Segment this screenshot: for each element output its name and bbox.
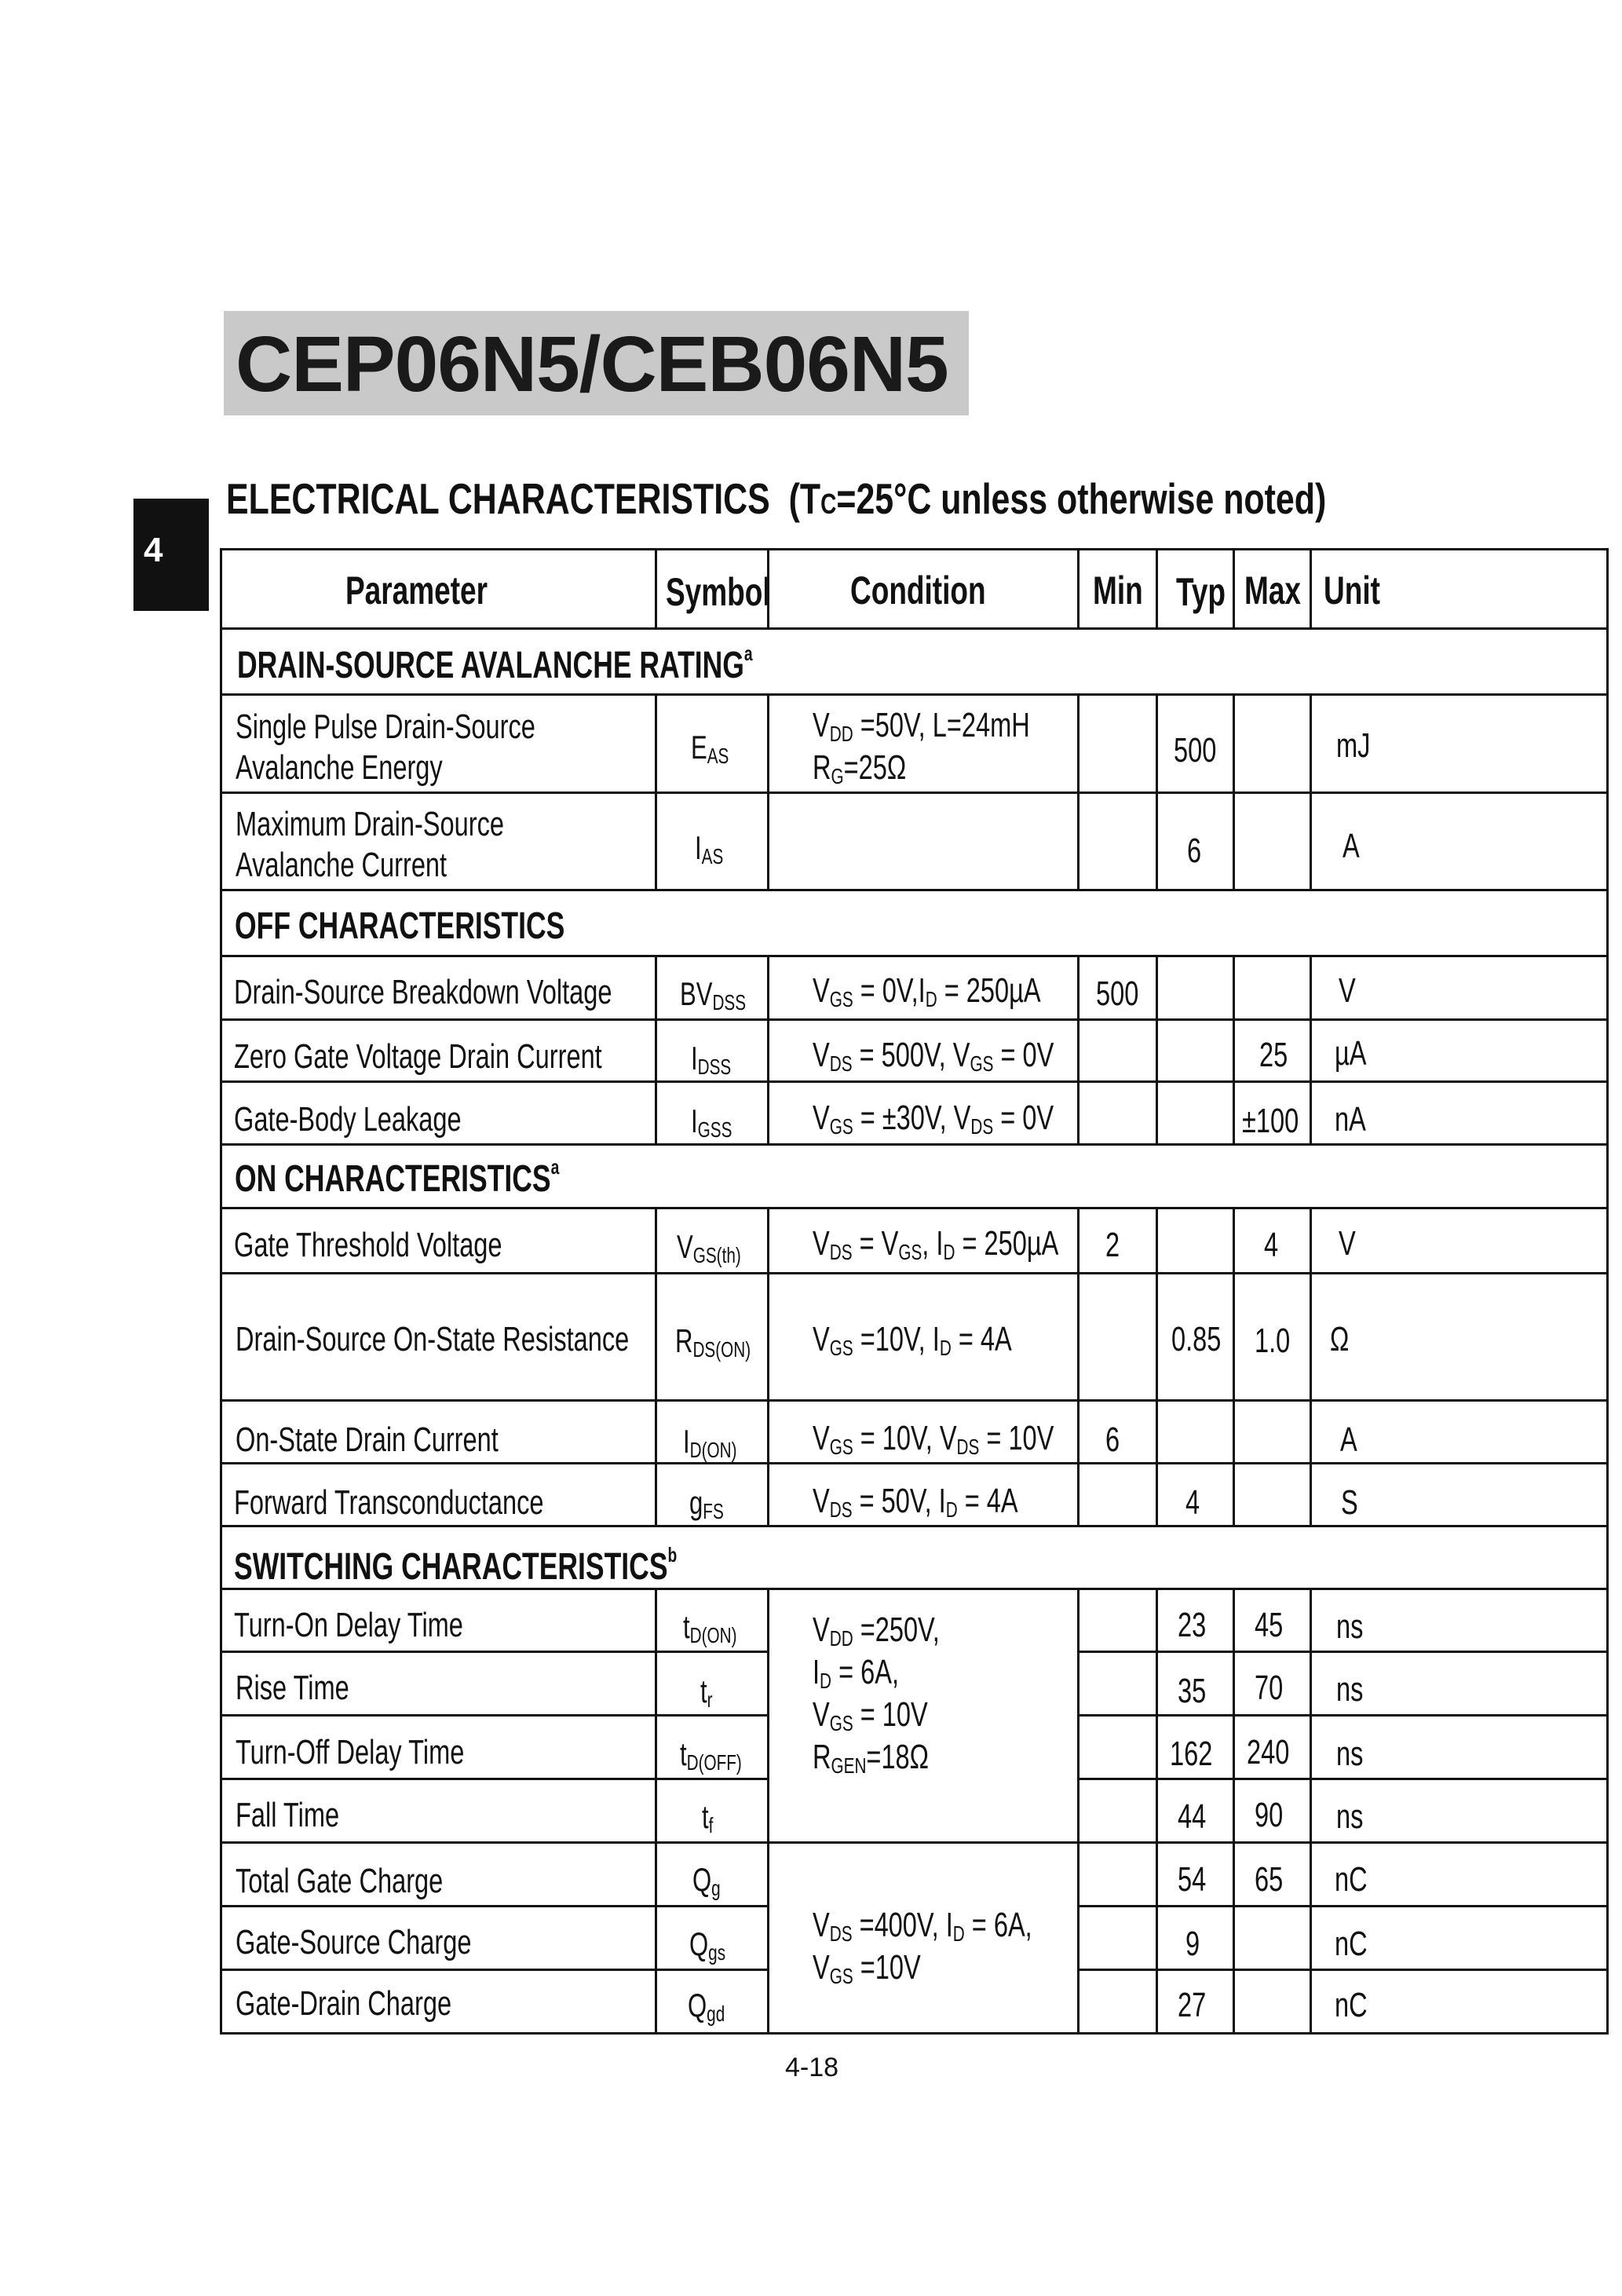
header-min: Min [1093,569,1143,612]
rdson-symbol: $R_{DS(ON)}$ [675,1322,751,1362]
switching-condition-line2: $I_D = 6A$, [813,1653,900,1693]
section-heading-note-sub: C [820,488,837,520]
idon-min: 6 [1105,1420,1120,1459]
footnote-marker: a [743,642,753,665]
table-column-rule [1310,1207,1312,1527]
tdon-symbol: $t_{D(ON)}$ [683,1608,737,1647]
table-column-rule [1077,693,1080,891]
table-rule [220,792,1609,794]
table-rule [220,1143,1609,1146]
table-rule [220,1272,1609,1274]
qgs-symbol: $Q_{gs}$ [689,1925,726,1965]
vgsth-condition: $V_{DS} = V_{GS}$, $I_D = 250\mu A$ [813,1224,1059,1264]
document-title: CEP06N5/CEB06N5 [236,320,948,408]
table-column-rule [1233,1588,1235,2035]
tdon-typ: 23 [1178,1606,1207,1644]
group-on [235,1156,559,1208]
table-column-rule [1233,955,1235,1146]
group-off [235,903,564,950]
page-number: 4-18 [785,2053,839,2082]
table-column-rule [1310,1588,1312,2035]
group-label: OFF CHARACTERISTICS [235,905,565,947]
chapter-tab-number: 4 [144,531,163,569]
table-rule [220,955,1609,957]
header-typ: Typ [1176,570,1226,614]
ias-unit: A [1343,827,1360,865]
table-column-rule [1156,693,1158,891]
table-column-rule [655,548,657,629]
eas-parameter-line1: Single Pulse Drain-Source [236,707,535,746]
table-rule [220,1841,1609,1844]
table-column-rule [767,693,769,891]
table-border-right [1606,548,1609,2035]
charge-condition-line2: $V_{GS} =10V$ [813,1948,921,1988]
table-column-rule [1077,1588,1080,2035]
qgs-typ: 9 [1185,1925,1200,1963]
header-symbol: Symbol [666,570,771,614]
table-column-rule [767,1207,769,1527]
tf-typ: 44 [1178,1797,1207,1836]
table-border-top [220,548,1609,550]
qgs-unit: nC [1335,1925,1368,1963]
table-column-rule [1310,955,1312,1146]
qgd-symbol: $Q_{gd}$ [688,1987,725,2026]
bvdss-parameter: Drain-Source Breakdown Voltage [234,973,612,1011]
vgsth-min: 2 [1105,1226,1120,1264]
qgd-parameter: Gate-Drain Charge [236,1984,452,2023]
tf-symbol: $t_f$ [702,1798,714,1837]
switching-condition-line3: $V_{GS} = 10V$ [813,1695,928,1735]
idon-symbol: $I_{D(ON)}$ [683,1423,737,1462]
header-parameter: Parameter [345,569,488,612]
rdson-condition: $V_{GS} =10V$, $I_D = 4A$ [813,1320,1012,1360]
qg-symbol: $Q_g$ [692,1861,721,1900]
footnote-marker: b [667,1543,678,1567]
switching-condition-line4: $R_{GEN}=18\Omega$ [813,1738,929,1778]
ias-parameter-line1: Maximum Drain-Source [236,805,504,843]
qg-parameter: Total Gate Charge [236,1862,444,1900]
idon-parameter: On-State Drain Current [236,1420,499,1459]
igss-unit: nA [1335,1100,1366,1139]
table-column-rule [1233,693,1235,891]
section-heading-note-prefix: (T [788,474,821,523]
rdson-parameter: Drain-Source On-State Resistance [236,1320,630,1358]
idon-unit: A [1340,1420,1357,1459]
table-rule [220,1018,1609,1021]
tdoff-max: 240 [1247,1733,1290,1771]
igss-symbol: $I_{GSS}$ [691,1102,732,1142]
eas-unit: mJ [1336,726,1371,765]
eas-symbol: $E_{AS}$ [691,729,729,768]
vgsth-max: 4 [1264,1226,1279,1264]
group-label: ON CHARACTERISTICS [235,1158,551,1200]
table-column-rule [1077,548,1080,629]
group-label: DRAIN-SOURCE AVALANCHE RATING [237,645,744,686]
footnote-marker: a [550,1155,560,1179]
table-column-rule [1156,1207,1158,1527]
table-column-rule [655,1588,657,2035]
table-column-rule [1233,548,1235,629]
igss-condition: $V_{GS} = \pm 30V$, $V_{DS} = 0V$ [813,1099,1054,1139]
vgsth-unit: V [1339,1224,1356,1263]
table-column-rule [655,1207,657,1527]
idss-max: 25 [1259,1036,1288,1074]
gfs-unit: S [1341,1483,1358,1522]
bvdss-symbol: $BV_{DSS}$ [680,975,747,1015]
idss-parameter: Zero Gate Voltage Drain Current [234,1037,602,1076]
rdson-max: 1.0 [1255,1322,1291,1360]
table-rule [220,889,1609,891]
bvdss-condition: $V_{GS} = 0V,I_D = 250\mu A$ [813,971,1041,1011]
table-column-rule [767,955,769,1146]
idon-condition: $V_{GS} = 10V$, $V_{DS} = 10V$ [813,1419,1054,1459]
group-switching [234,1544,677,1596]
tdoff-typ: 162 [1170,1735,1213,1773]
table-column-rule [1310,548,1312,629]
tdon-max: 45 [1255,1606,1284,1644]
table-column-rule [1233,1207,1235,1527]
gfs-typ: 4 [1185,1483,1200,1522]
group-avalanche [237,642,753,694]
table-border-bottom [220,2032,1609,2035]
rdson-typ: 0.85 [1171,1320,1222,1358]
gfs-symbol: $g_{FS}$ [689,1484,724,1523]
qgs-parameter: Gate-Source Charge [236,1923,472,1961]
header-unit: Unit [1324,569,1380,612]
eas-typ: 500 [1174,731,1217,770]
tr-symbol: $t_r$ [700,1673,713,1712]
table-rule [220,1905,767,1907]
bvdss-min: 500 [1096,974,1139,1013]
header-max: Max [1244,569,1301,612]
ias-symbol: $I_{AS}$ [695,829,724,868]
tf-max: 90 [1255,1796,1284,1834]
idss-symbol: $I_{DSS}$ [691,1040,732,1079]
table-column-rule [767,1588,769,2035]
table-column-rule [1077,1207,1080,1527]
table-column-rule [1077,955,1080,1146]
tdoff-unit: ns [1336,1735,1364,1773]
header-condition: Condition [850,569,986,612]
tf-parameter: Fall Time [236,1796,340,1834]
table-rule [220,1714,767,1717]
tdon-parameter: Turn-On Delay Time [234,1606,463,1644]
idss-unit: µA [1335,1034,1367,1073]
tdoff-parameter: Turn-Off Delay Time [236,1733,465,1771]
vgsth-symbol: $V_{GS(th)}$ [677,1228,741,1267]
section-heading-note-suffix: =25°C unless otherwise noted) [836,474,1327,523]
table-column-rule [1156,955,1158,1146]
igss-max: ±100 [1242,1102,1299,1140]
tr-max: 70 [1255,1669,1284,1707]
idss-condition: $V_{DS} = 500V$, $V_{GS} = 0V$ [813,1036,1054,1076]
ias-parameter-line2: Avalanche Current [236,846,448,884]
tr-parameter: Rise Time [236,1669,349,1707]
table-rule [220,1399,1609,1402]
table-rule [220,1080,1609,1083]
qgd-unit: nC [1335,1986,1368,2024]
qg-unit: nC [1335,1860,1368,1899]
igss-parameter: Gate-Body Leakage [234,1100,462,1139]
charge-condition-line1: $V_{DS} =400V$, $I_D = 6A$, [813,1906,1032,1946]
table-rule [220,627,1609,630]
table-column-rule [655,955,657,1146]
tf-unit: ns [1336,1797,1364,1836]
vgsth-parameter: Gate Threshold Voltage [234,1226,502,1264]
qgd-typ: 27 [1178,1986,1207,2024]
table-border-left [220,548,222,2035]
group-label: SWITCHING CHARACTERISTICS [234,1546,668,1588]
eas-condition-line2: $R_G=25\Omega$ [813,748,907,788]
gfs-condition: $V_{DS} = 50V$, $I_D = 4A$ [813,1482,1018,1522]
table-column-rule [655,693,657,891]
gfs-parameter: Forward Transconductance [234,1483,544,1522]
switching-condition-line1: $V_{DD} =250V$, [813,1610,940,1651]
table-column-rule [1156,548,1158,629]
section-heading-text: ELECTRICAL CHARACTERISTICS [226,474,770,523]
tr-typ: 35 [1178,1672,1207,1710]
table-column-rule [1156,1588,1158,2035]
tr-unit: ns [1336,1670,1364,1709]
tdon-unit: ns [1336,1607,1364,1646]
tdoff-symbol: $t_{D(OFF)}$ [680,1735,742,1775]
qg-max: 65 [1255,1860,1284,1899]
qg-typ: 54 [1178,1860,1207,1899]
table-rule [220,1969,767,1971]
table-column-rule [1310,693,1312,891]
eas-condition-line1: $V_{DD} =50V$, L=24mH [813,706,1030,746]
ias-typ: 6 [1187,832,1202,870]
rdson-unit: Ω [1330,1320,1350,1358]
eas-parameter-line2: Avalanche Energy [236,748,443,787]
bvdss-unit: V [1339,971,1356,1010]
